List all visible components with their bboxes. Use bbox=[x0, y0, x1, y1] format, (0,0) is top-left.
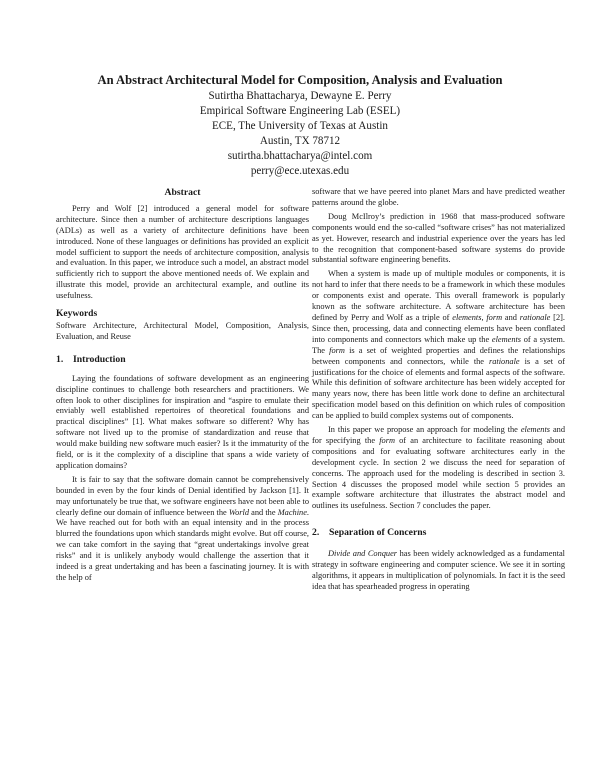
location: Austin, TX 78712 bbox=[259, 135, 341, 148]
left-column bbox=[56, 188, 309, 584]
section-1-number: 1. bbox=[56, 353, 64, 365]
section-1-heading bbox=[56, 355, 309, 366]
section-2-number: 2. bbox=[312, 527, 320, 539]
paper-header bbox=[0, 72, 600, 180]
separation-paragraph-1: Divide and Conquer has been widely acknowledged as a fundamental strategy in software engineering and computer science. We see it in sorting algorithms, it appears in multiplication of polynomials. In fact it is the seed idea that has spearheaded progress in operating bbox=[312, 549, 565, 591]
intro-paragraph-5: In this paper we propose an approach for modeling the elements and for specifying the form of an architecture to facilitate reasoning about compositions and for evaluating software architectures early in the development cycle. In section 2 we discuss the need for separation of concerns. The approach used for the modeling is described in section 3. Section 4 discusses the proposed model while section 5 provides an example software architecture that illustrates the abstract model and outlines its usefulness. Section 7 concludes the paper. bbox=[312, 425, 566, 511]
authors: Sutirtha Bhattacharya, Dewayne E. Perry bbox=[208, 90, 392, 102]
affiliation: Empirical Software Engineering Lab (ESEL) bbox=[199, 105, 401, 118]
department: ECE, The University of Texas at Austin bbox=[212, 120, 388, 133]
email-1: sutirtha.bhattacharya@intel.com bbox=[227, 150, 373, 163]
paper-title: An Abstract Architectural Model for Composition, Analysis and Evaluation bbox=[97, 73, 503, 87]
keywords-text: Software Architecture, Architectural Model, Composition, Analysis, Evaluation, and Reuse bbox=[56, 320, 309, 341]
section-2-title: Separation of Concerns bbox=[329, 527, 427, 539]
abstract-text: Perry and Wolf [2] introduced a general model for software architecture. Since then a number of architecture descriptions languages (ADLs) as well as a variety of architecture definitions have been introduced. None of these languages or definitions has provided an explicit model sufficient to support the needs of architecture composition, analysis and evaluation. In this paper, we introduce such a model, an abstract model sufficiently rich to support the above mentioned needs of. We explain and illustrate this model, provide an architectural example, and outline its usefulness. bbox=[56, 203, 309, 301]
section-2-heading bbox=[312, 528, 565, 539]
intro-paragraph-4: When a system is made up of multiple modules or components, it is not hard to infer that there needs to be a framework in which these modules or components exist and operate. This overall framework is popularly known as the software architecture. A software architecture has been defined by Perry and Wolf as a triple of elements, form and rationale [2]. Since then, processing, data and connecting elements have been conflated into components and connectors which make up the elements of a system. The form is a set of weighted properties and defines the relationships between components and connectors, while the rationale is a set of justifications for the choice of elements and formal aspects of the software. While this definition of software architecture has been widely accepted for many years now, there has been little work done to define an architectural specification model based on this definition on which rules of composition can be applied to build complex systems out of components. bbox=[312, 269, 565, 421]
right-column bbox=[312, 187, 565, 593]
abstract-heading: Abstract bbox=[164, 187, 201, 198]
email-2: perry@ece.utexas.edu bbox=[250, 165, 350, 178]
intro-paragraph-2: It is fair to say that the software domain cannot be comprehensively bounded in even by the four kinds of Denial identified by Jackson [1]. It may unfortunately be true that, we software engineers have not been able to clearly define our domain of influence between the World and the Machine. We have reached out for both with an equal intensity and in the process blurred the foundations upon which standards might evolve. But off course, we can take comfort in the saying that “great undertakings involve great risks” and it is unlikely anybody would challenge the assertion that it indeed is a great undertaking and has been a fascinating journey. It is with the help of bbox=[56, 474, 309, 582]
section-1-title: Introduction bbox=[73, 353, 126, 365]
intro-paragraph-3: Doug McIlroy’s prediction in 1968 that mass-produced software components would end the so-called “software crises” has not materialized as yet. However, research and industrial experience over the years has led to the recognition that component-based software systems do provide substantial software engineering benefits. bbox=[312, 211, 565, 265]
keywords-heading: Keywords bbox=[56, 309, 98, 320]
intro-paragraph-1: Laying the foundations of software development as an engineering discipline continues to challenge both researchers and practitioners. We often look to other disciplines for inspiration and “aspire to emulate their enviably well established repertoires of theoretical foundations and practical disciplines” [1]. What makes software so different? Why has software not lived up to the promise of standardization and reuse that would make building new software much easier? Is it the immaturity of the field, or is it the complexity of a discipline that spans a wide variety of application domains? bbox=[56, 373, 309, 470]
intro-paragraph-2-continued: software that we have peered into planet Mars and have predicted weather patterns around the globe. bbox=[312, 187, 565, 207]
